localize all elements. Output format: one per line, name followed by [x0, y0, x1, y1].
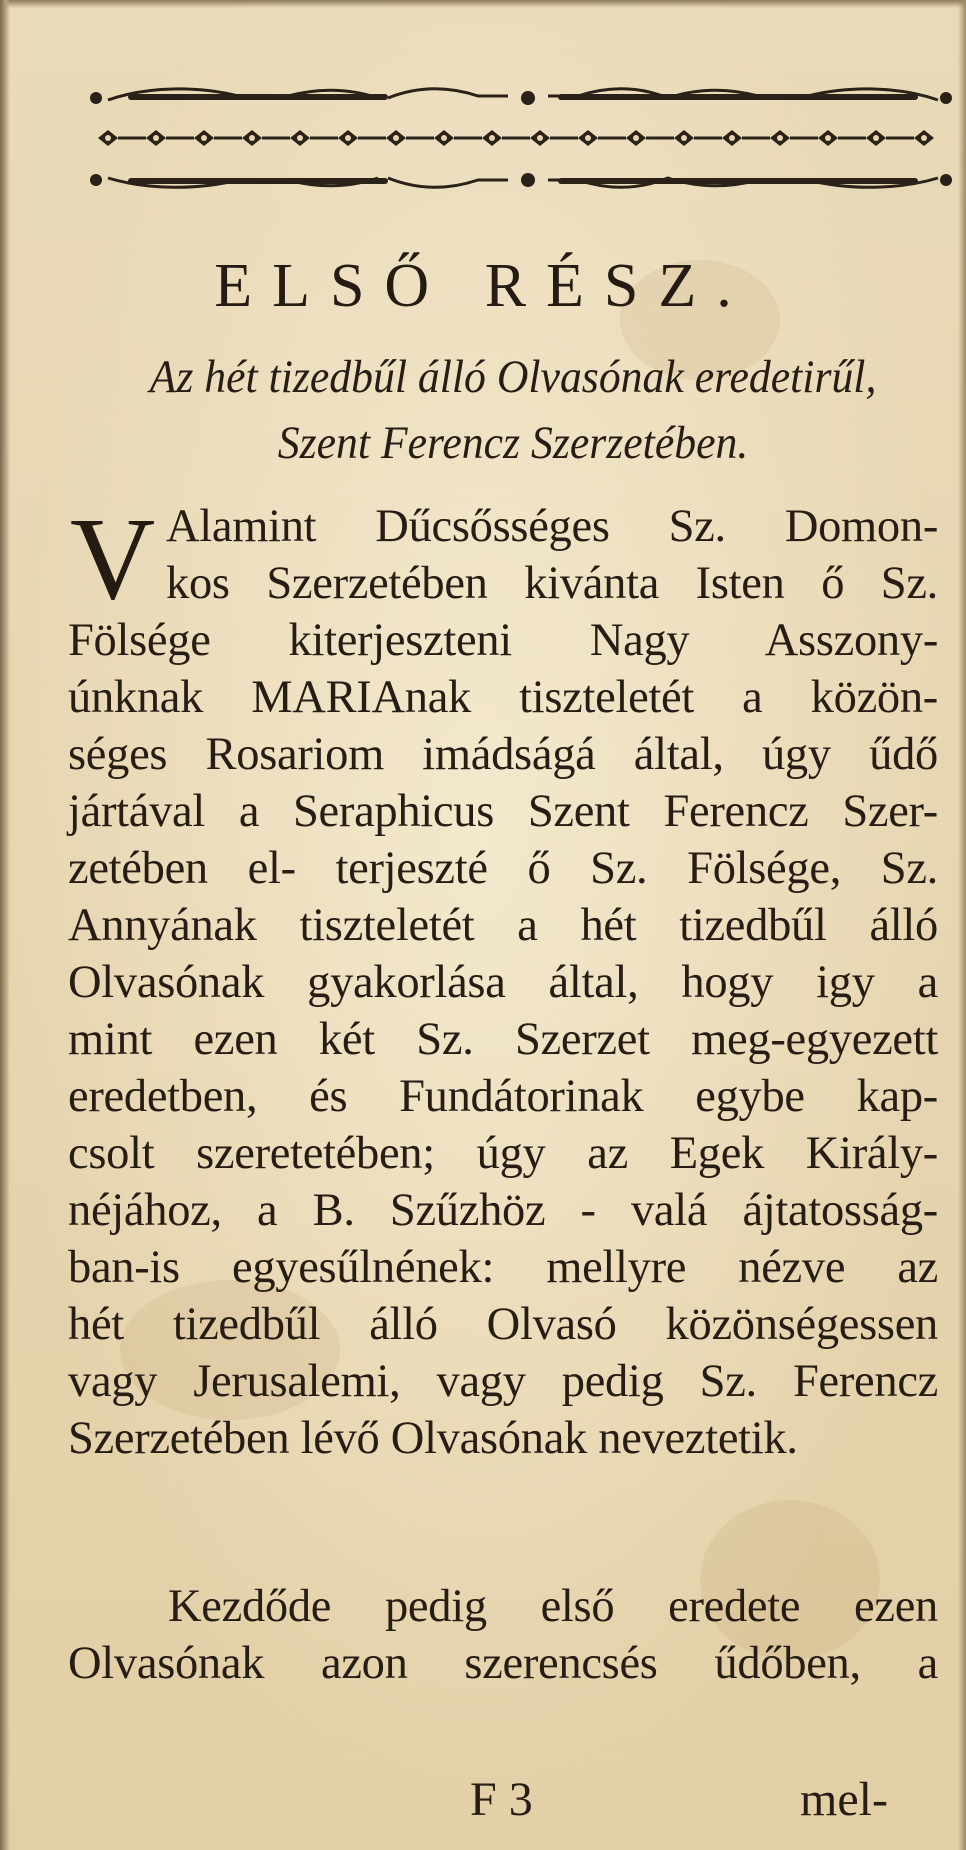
- text-line: csolt szeretetében; úgy az Egek Király-: [68, 1128, 938, 1179]
- chapter-heading: ELSŐ RÉSZ.: [214, 252, 752, 320]
- text-line: Szerzetében lévő Olvasónak neveztetik.: [68, 1413, 798, 1464]
- page-footer: [0, 1770, 966, 1830]
- text-line: zetében el- terjeszté ő Sz. Fölsége, Sz.: [68, 843, 938, 894]
- paragraph-2: [68, 1578, 938, 1692]
- chapter-subtitle-line-2: Szent Ferencz Szerzetében.: [277, 417, 749, 469]
- text-line: Olvasónak gyakorlása által, hogy igy a: [68, 957, 938, 1008]
- text-line: Olvasónak azon szerencsés űdőben, a: [68, 1638, 938, 1689]
- text-line: jártával a Seraphicus Szent Ferencz Szer-: [68, 786, 938, 837]
- catchword: mel-: [800, 1773, 888, 1826]
- text-line: ban-is egyesűlnének: mellyre nézve az: [68, 1242, 938, 1293]
- text-line: únknak MARIAnak tiszteletét a közön-: [68, 672, 938, 723]
- text-line: Kezdőde pedig első eredete ezen: [168, 1581, 938, 1632]
- text-line: Alamint Dűcsősséges Sz. Domon-: [166, 501, 938, 552]
- text-line: Fölsége kiterjeszteni Nagy Asszony-: [68, 615, 938, 666]
- drop-cap: V: [70, 493, 156, 624]
- text-line: vagy Jerusalemi, vagy pedig Sz. Ferencz: [68, 1356, 938, 1407]
- text-line: néjához, a B. Szűzhöz - valá ájtatosság-: [68, 1185, 938, 1236]
- page-edge-top: [0, 0, 966, 8]
- ornament-icon: [88, 78, 954, 198]
- ornament-band: [88, 78, 954, 198]
- text-line: eredetben, és Fundátorinak egybe kap-: [68, 1071, 938, 1122]
- text-line: hét tizedbűl álló Olvasó közönségessen: [68, 1299, 938, 1350]
- chapter-subtitle-line-1: Az hét tizedbűl álló Olvasónak eredetirűl,: [149, 351, 877, 403]
- paragraph-1: [68, 493, 938, 1467]
- text-line: séges Rosariom imádságá által, úgy űdő: [68, 729, 938, 780]
- text-line: kos Szerzetében kivánta Isten ő Sz.: [166, 558, 938, 609]
- text-line: Annyának tiszteletét a hét tizedbűl álló: [68, 900, 938, 951]
- signature-mark: F 3: [470, 1773, 533, 1826]
- text-line: mint ezen két Sz. Szerzet meg-egyezett: [68, 1014, 938, 1065]
